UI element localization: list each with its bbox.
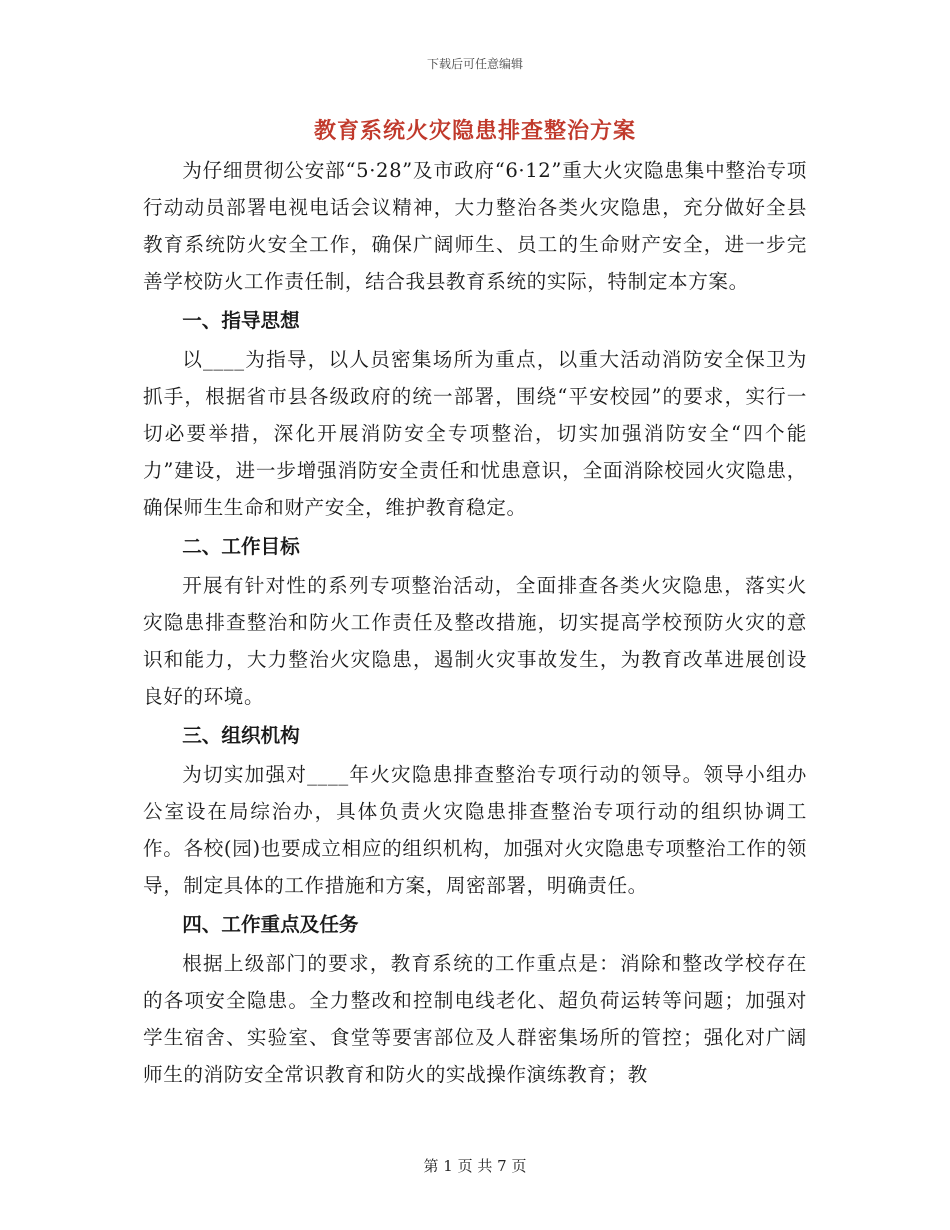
section-text-guiding-ideology: 以____为指导，以人员密集场所为重点，以重大活动消防安全保卫为抓手，根据省市县各级政府的统一部署，围绕“平安校园”的要求，实行一切必要举措，深化开展消防安全专项整治，切实加强消防安全“四个能力”建设，进一步增强消防安全责任和忧患意识，全面消除校园火灾隐患，确保师生生命和财产安全，维护教育稳定。 xyxy=(143,348,807,519)
document-title: 教育系统火灾隐患排查整治方案 xyxy=(313,118,636,144)
document-body xyxy=(143,152,807,1093)
section-text-organization: 为切实加强对____年火灾隐患排查整治专项行动的领导。领导小组办公室设在局综治办，具体负责火灾隐患排查整治专项行动的组织协调工作。各校(园)也要成立相应的组织机构，加强对火灾隐患专项整治工作的领导，制定具体的工作措施和方案，周密部署，明确责任。 xyxy=(143,763,807,897)
intro-paragraph: 为仔细贯彻公安部“5·28”及市政府“6·12”重大火灾隐患集中整治专项行动动员部署电视电话会议精神，大力整治各类火灾隐患，充分做好全县教育系统防火安全工作，确保广阔师生、员工的生命财产安全，进一步完善学校防火工作责任制，结合我县教育系统的实际，特制定本方案。 xyxy=(143,159,807,293)
section-text-work-goals: 开展有针对性的系列专项整治活动，全面排查各类火灾隐患，落实火灾隐患排查整治和防火工作责任及整改措施，切实提高学校预防火灾的意识和能力，大力整治火灾隐患，遏制火灾事故发生，为教育改革进展创设良好的环境。 xyxy=(143,574,807,708)
page-footer: 第 1 页 共 7 页 xyxy=(423,1157,527,1175)
section-heading-key-tasks: 四、工作重点及任务 xyxy=(182,913,359,936)
section-heading-guiding-ideology: 一、指导思想 xyxy=(182,309,300,332)
section-heading-organization: 三、组织机构 xyxy=(182,724,300,747)
section-heading-work-goals: 二、工作目标 xyxy=(182,535,300,558)
header-note: 下载后可任意编辑 xyxy=(426,57,523,71)
section-text-key-tasks: 根据上级部门的要求，教育系统的工作重点是：消除和整改学校存在的各项安全隐患。全力整改和控制电线老化、超负荷运转等问题；加强对学生宿舍、实验室、食堂等要害部位及人群密集场所的管控；强化对广阔师生的消防安全常识教育和防火的实战操作演练教育；教 xyxy=(143,952,807,1086)
